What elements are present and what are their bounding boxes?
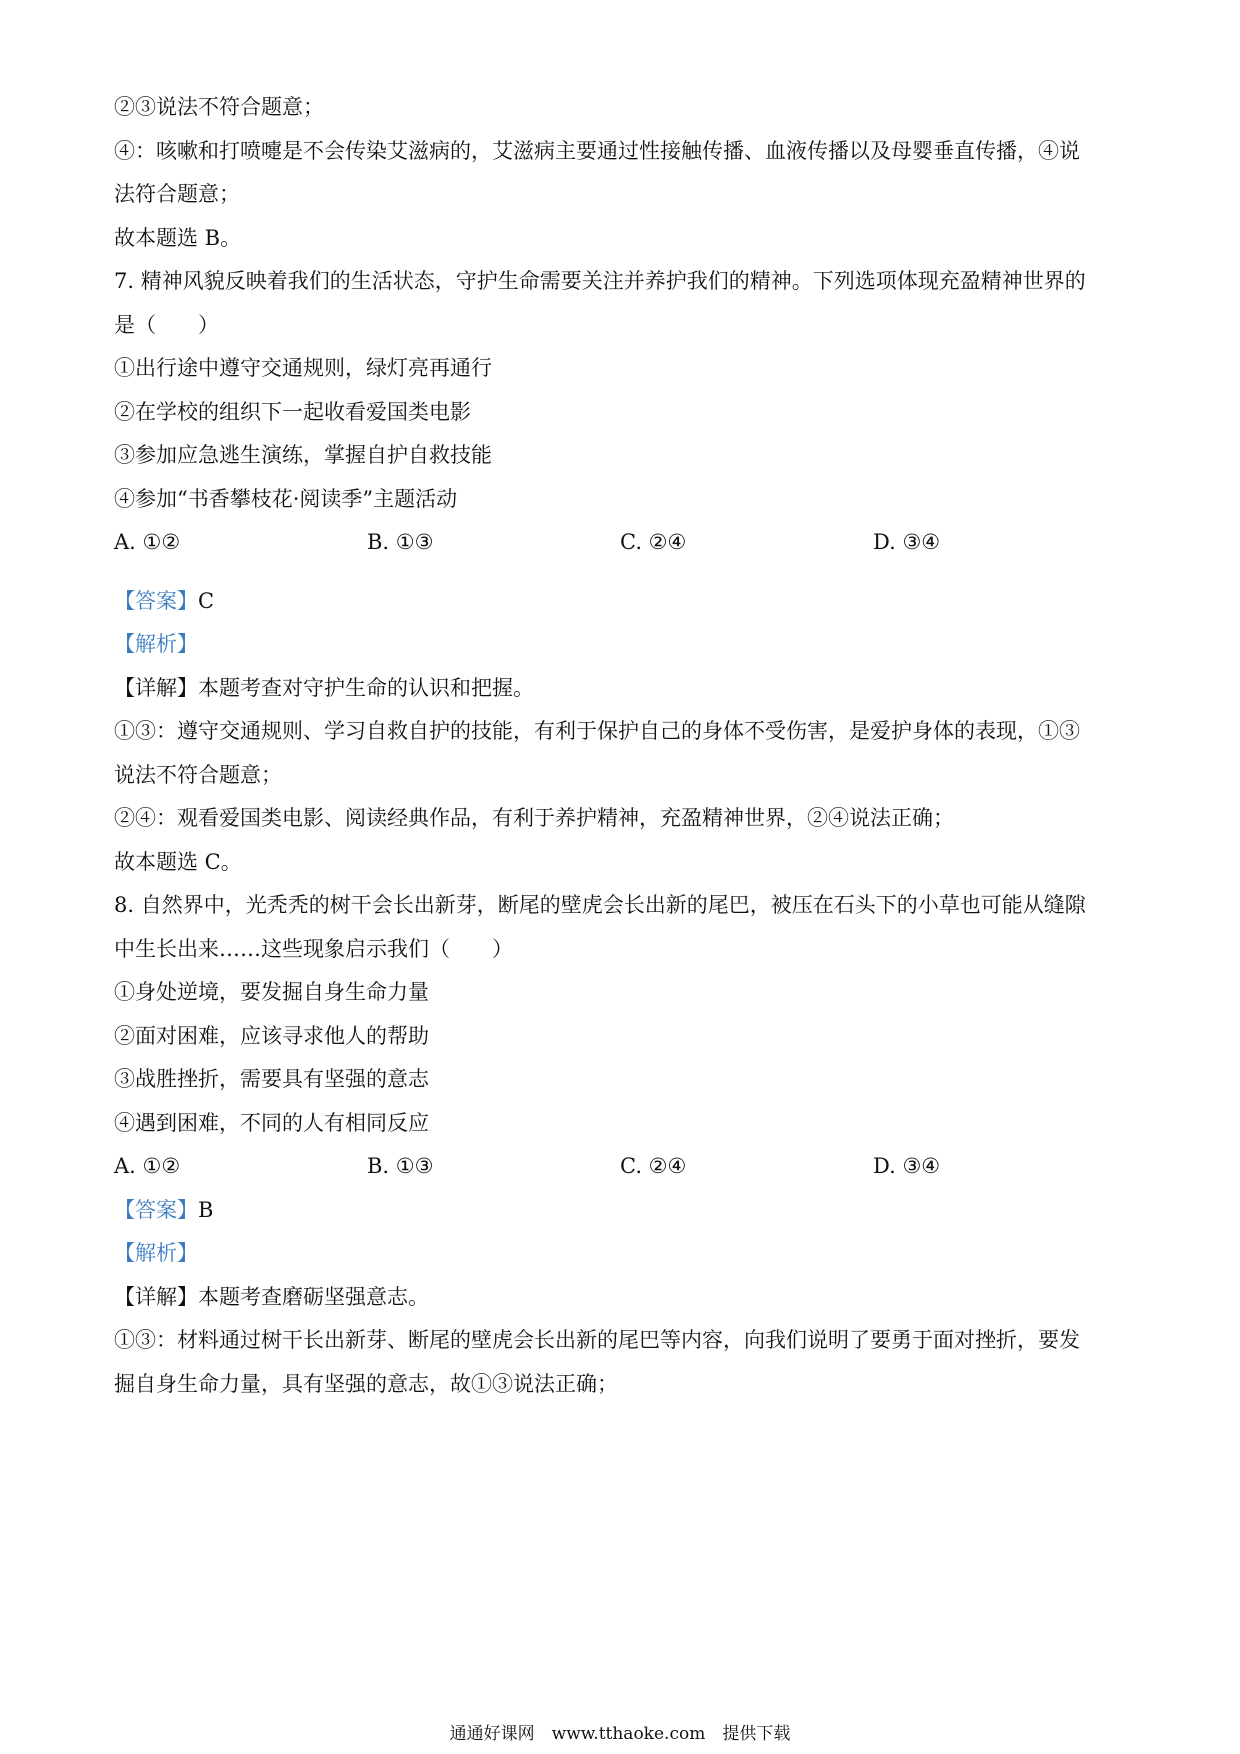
- answer-tag: 【答案】: [114, 589, 198, 613]
- question-8-stem-cont: 中生长出来……这些现象启示我们（ ）: [114, 937, 513, 961]
- option-c: C. ②④: [620, 1154, 687, 1178]
- detail-line: [114, 1282, 1134, 1312]
- option-b: B. ①③: [367, 1154, 434, 1178]
- option-a: A. ①②: [114, 1154, 181, 1178]
- answer-value: C: [198, 589, 215, 613]
- analysis-tag: 【解析】: [114, 632, 198, 656]
- detail-text: 本题考查对守护生命的认识和把握。: [198, 676, 534, 700]
- option-d: D. ③④: [873, 1154, 941, 1178]
- text-line: 故本题选 B。: [114, 226, 242, 250]
- text-line: ②③说法不符合题意；: [114, 95, 324, 119]
- analysis-line: [114, 629, 1134, 659]
- analysis-line: [114, 1238, 1134, 1268]
- question-7-stem: 7. 精神风貌反映着我们的生活状态，守护生命需要关注并养护我们的精神。下列选项体现充盈精神世界的: [114, 269, 1086, 293]
- question-8-item: ①身处逆境，要发掘自身生命力量: [114, 980, 429, 1004]
- detail-tag: 【详解】: [114, 676, 198, 700]
- question-8-item: ④遇到困难，不同的人有相同反应: [114, 1111, 429, 1135]
- text-line: ④：咳嗽和打喷嚏是不会传染艾滋病的，艾滋病主要通过性接触传播、血液传播以及母婴垂直传播，④说: [114, 139, 1080, 163]
- explanation-line: 故本题选 C。: [114, 850, 242, 874]
- option-b: B. ①③: [367, 530, 434, 554]
- answer-line: [114, 586, 1134, 616]
- option-c: C. ②④: [620, 530, 687, 554]
- detail-text: 本题考查磨砺坚强意志。: [198, 1285, 429, 1309]
- question-8-item: ②面对困难，应该寻求他人的帮助: [114, 1024, 429, 1048]
- detail-tag: 【详解】: [114, 1285, 198, 1309]
- question-7-item: ①出行途中遵守交通规则，绿灯亮再通行: [114, 356, 492, 380]
- detail-line: [114, 673, 1134, 703]
- option-a: A. ①②: [114, 530, 181, 554]
- explanation-line: 说法不符合题意；: [114, 763, 282, 787]
- page-footer: 通通好课网 www.tthaoke.com 提供下载: [449, 1724, 791, 1744]
- answer-value: B: [198, 1198, 214, 1222]
- question-7-item: ④参加“书香攀枝花·阅读季”主题活动: [114, 487, 458, 511]
- question-7-item: ②在学校的组织下一起收看爱国类电影: [114, 400, 471, 424]
- explanation-line: 掘自身生命力量，具有坚强的意志，故①③说法正确；: [114, 1372, 618, 1396]
- explanation-line: ①③：遵守交通规则、学习自救自护的技能，有利于保护自己的身体不受伤害，是爱护身体的表现，①③: [114, 719, 1080, 743]
- question-8-stem: 8. 自然界中，光秃秃的树干会长出新芽，断尾的壁虎会长出新的尾巴，被压在石头下的小草也可能从缝隙: [114, 893, 1086, 917]
- explanation-line: ②④：观看爱国类电影、阅读经典作品，有利于养护精神，充盈精神世界，②④说法正确；: [114, 806, 954, 830]
- question-7-stem-cont: 是（ ）: [114, 313, 219, 337]
- answer-line: [114, 1195, 1134, 1225]
- question-7-item: ③参加应急逃生演练，掌握自护自救技能: [114, 443, 492, 467]
- analysis-tag: 【解析】: [114, 1241, 198, 1265]
- explanation-line: ①③：材料通过树干长出新芽、断尾的壁虎会长出新的尾巴等内容，向我们说明了要勇于面对挫折，要发: [114, 1328, 1080, 1352]
- text-line: 法符合题意；: [114, 182, 240, 206]
- question-8-item: ③战胜挫折，需要具有坚强的意志: [114, 1067, 429, 1091]
- answer-tag: 【答案】: [114, 1198, 198, 1222]
- option-d: D. ③④: [873, 530, 941, 554]
